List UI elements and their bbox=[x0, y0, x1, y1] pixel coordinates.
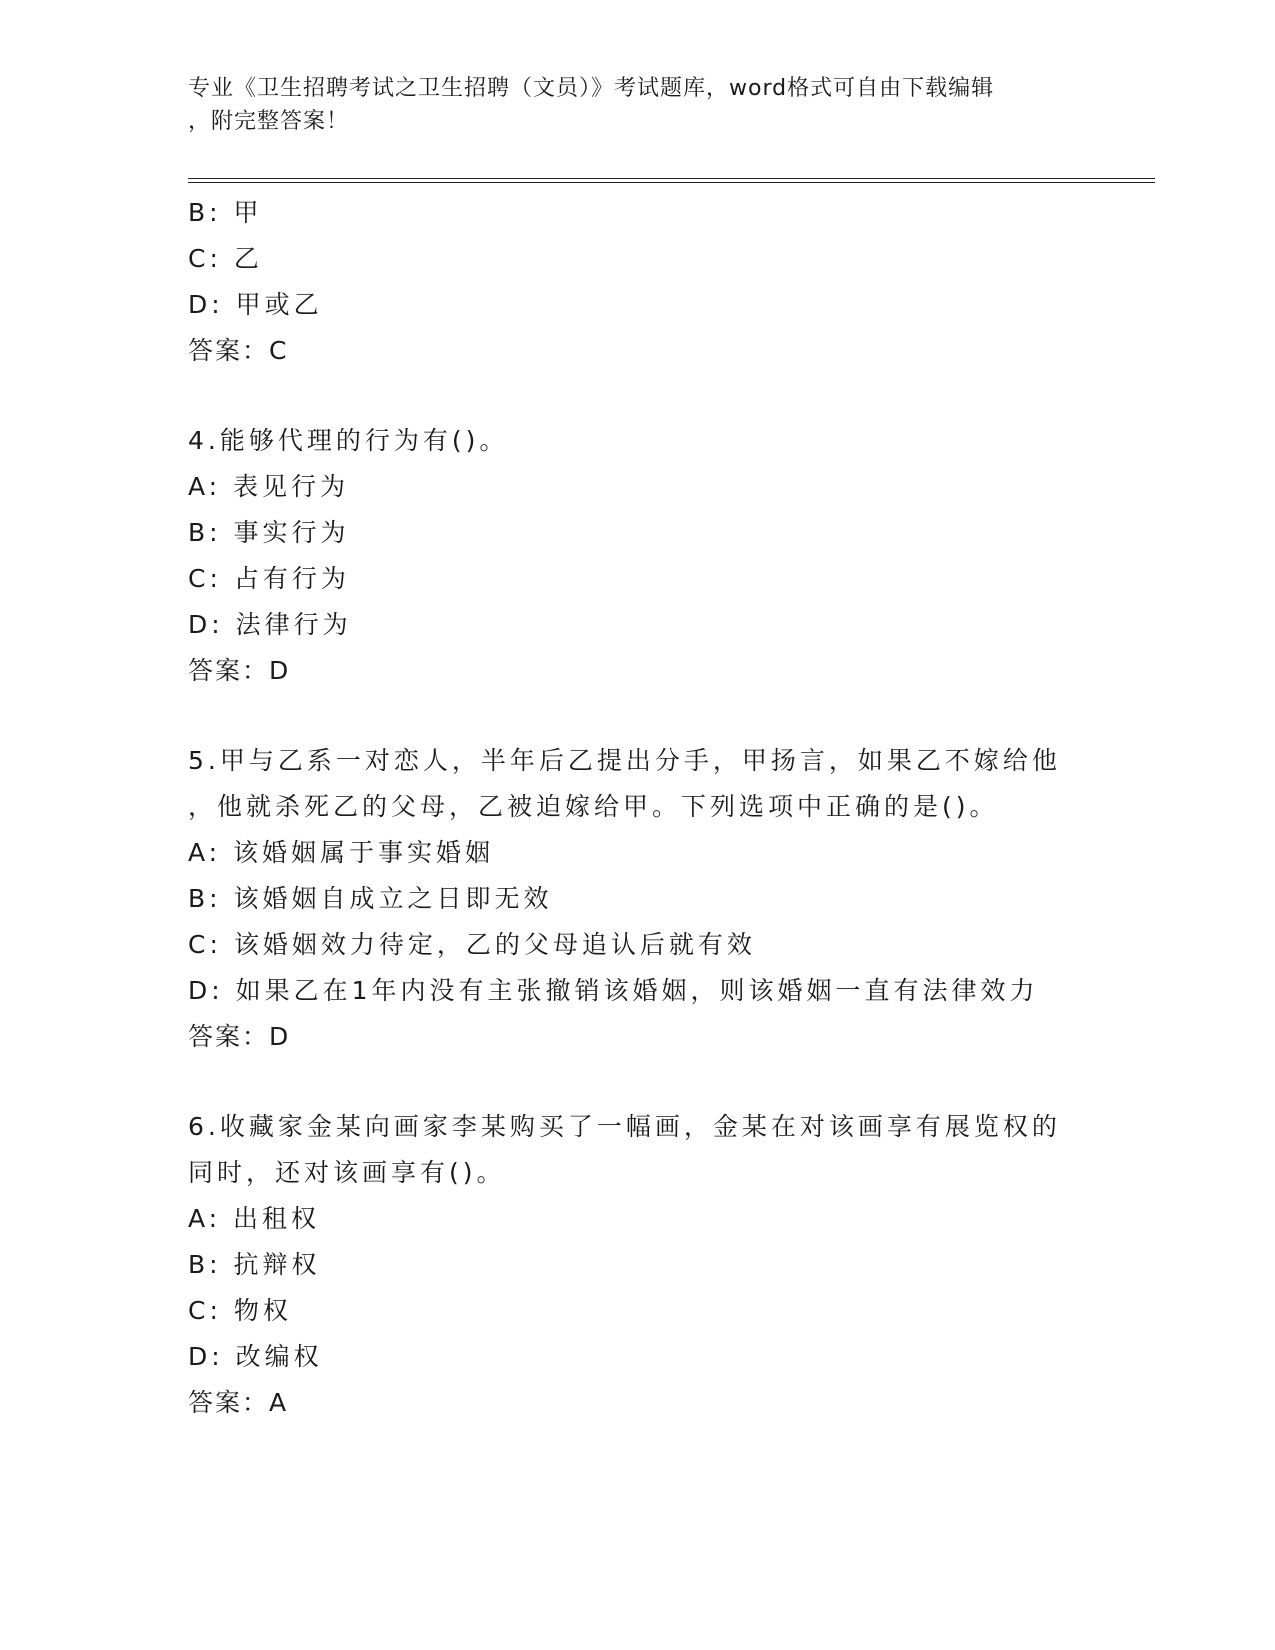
q3-option-c: C: 乙 bbox=[188, 244, 263, 273]
question-5-block bbox=[188, 738, 1088, 1060]
q5-stem-line-1: 5.甲与乙系一对恋人，半年后乙提出分手，甲扬言，如果乙不嫁给他 bbox=[188, 746, 1061, 775]
q4-option-a: A: 表见行为 bbox=[188, 472, 350, 501]
q5-stem-line-2: ，他就杀死乙的父母，乙被迫嫁给甲。下列选项中正确的是()。 bbox=[188, 792, 999, 821]
q6-option-b: B: 抗辩权 bbox=[188, 1250, 321, 1279]
q3-option-d: D: 甲或乙 bbox=[188, 290, 323, 319]
q6-option-d: D: 改编权 bbox=[188, 1342, 323, 1371]
q3-answer: 答案：C bbox=[188, 336, 289, 365]
q5-option-b: B: 该婚姻自成立之日即无效 bbox=[188, 884, 553, 913]
spacer bbox=[188, 1060, 1088, 1104]
header-line-1: 专业《卫生招聘考试之卫生招聘（文员）》考试题库，word格式可自由下载编辑 bbox=[188, 76, 995, 101]
q5-answer: 答案：D bbox=[188, 1022, 291, 1051]
q5-option-c: C: 该婚姻效力待定，乙的父母追认后就有效 bbox=[188, 930, 756, 959]
header-rule-top bbox=[188, 178, 1155, 179]
q4-answer: 答案：D bbox=[188, 656, 291, 685]
q5-option-a: A: 该婚姻属于事实婚姻 bbox=[188, 838, 495, 867]
q4-stem: 4.能够代理的行为有()。 bbox=[188, 426, 509, 455]
q5-option-d: D: 如果乙在1年内没有主张撤销该婚姻，则该婚姻一直有法律效力 bbox=[188, 976, 1039, 1005]
spacer bbox=[188, 374, 1088, 418]
q3-option-b: B: 甲 bbox=[188, 198, 263, 227]
question-list bbox=[188, 190, 1088, 1426]
document-header bbox=[188, 72, 1088, 138]
header-line-2: ，附完整答案！ bbox=[188, 109, 350, 134]
q4-option-c: C: 占有行为 bbox=[188, 564, 350, 593]
question-4-block bbox=[188, 418, 1088, 694]
q6-answer: 答案：A bbox=[188, 1388, 289, 1417]
question-3-block bbox=[188, 190, 1088, 374]
q4-option-b: B: 事实行为 bbox=[188, 518, 350, 547]
q6-option-a: A: 出租权 bbox=[188, 1204, 321, 1233]
header-rule-bottom bbox=[188, 182, 1155, 183]
q6-option-c: C: 物权 bbox=[188, 1296, 292, 1325]
question-6-block bbox=[188, 1104, 1088, 1426]
q6-stem-line-1: 6.收藏家金某向画家李某购买了一幅画，金某在对该画享有展览权的 bbox=[188, 1112, 1061, 1141]
q4-option-d: D: 法律行为 bbox=[188, 610, 352, 639]
spacer bbox=[188, 694, 1088, 738]
q6-stem-line-2: 同时，还对该画享有()。 bbox=[188, 1158, 506, 1187]
